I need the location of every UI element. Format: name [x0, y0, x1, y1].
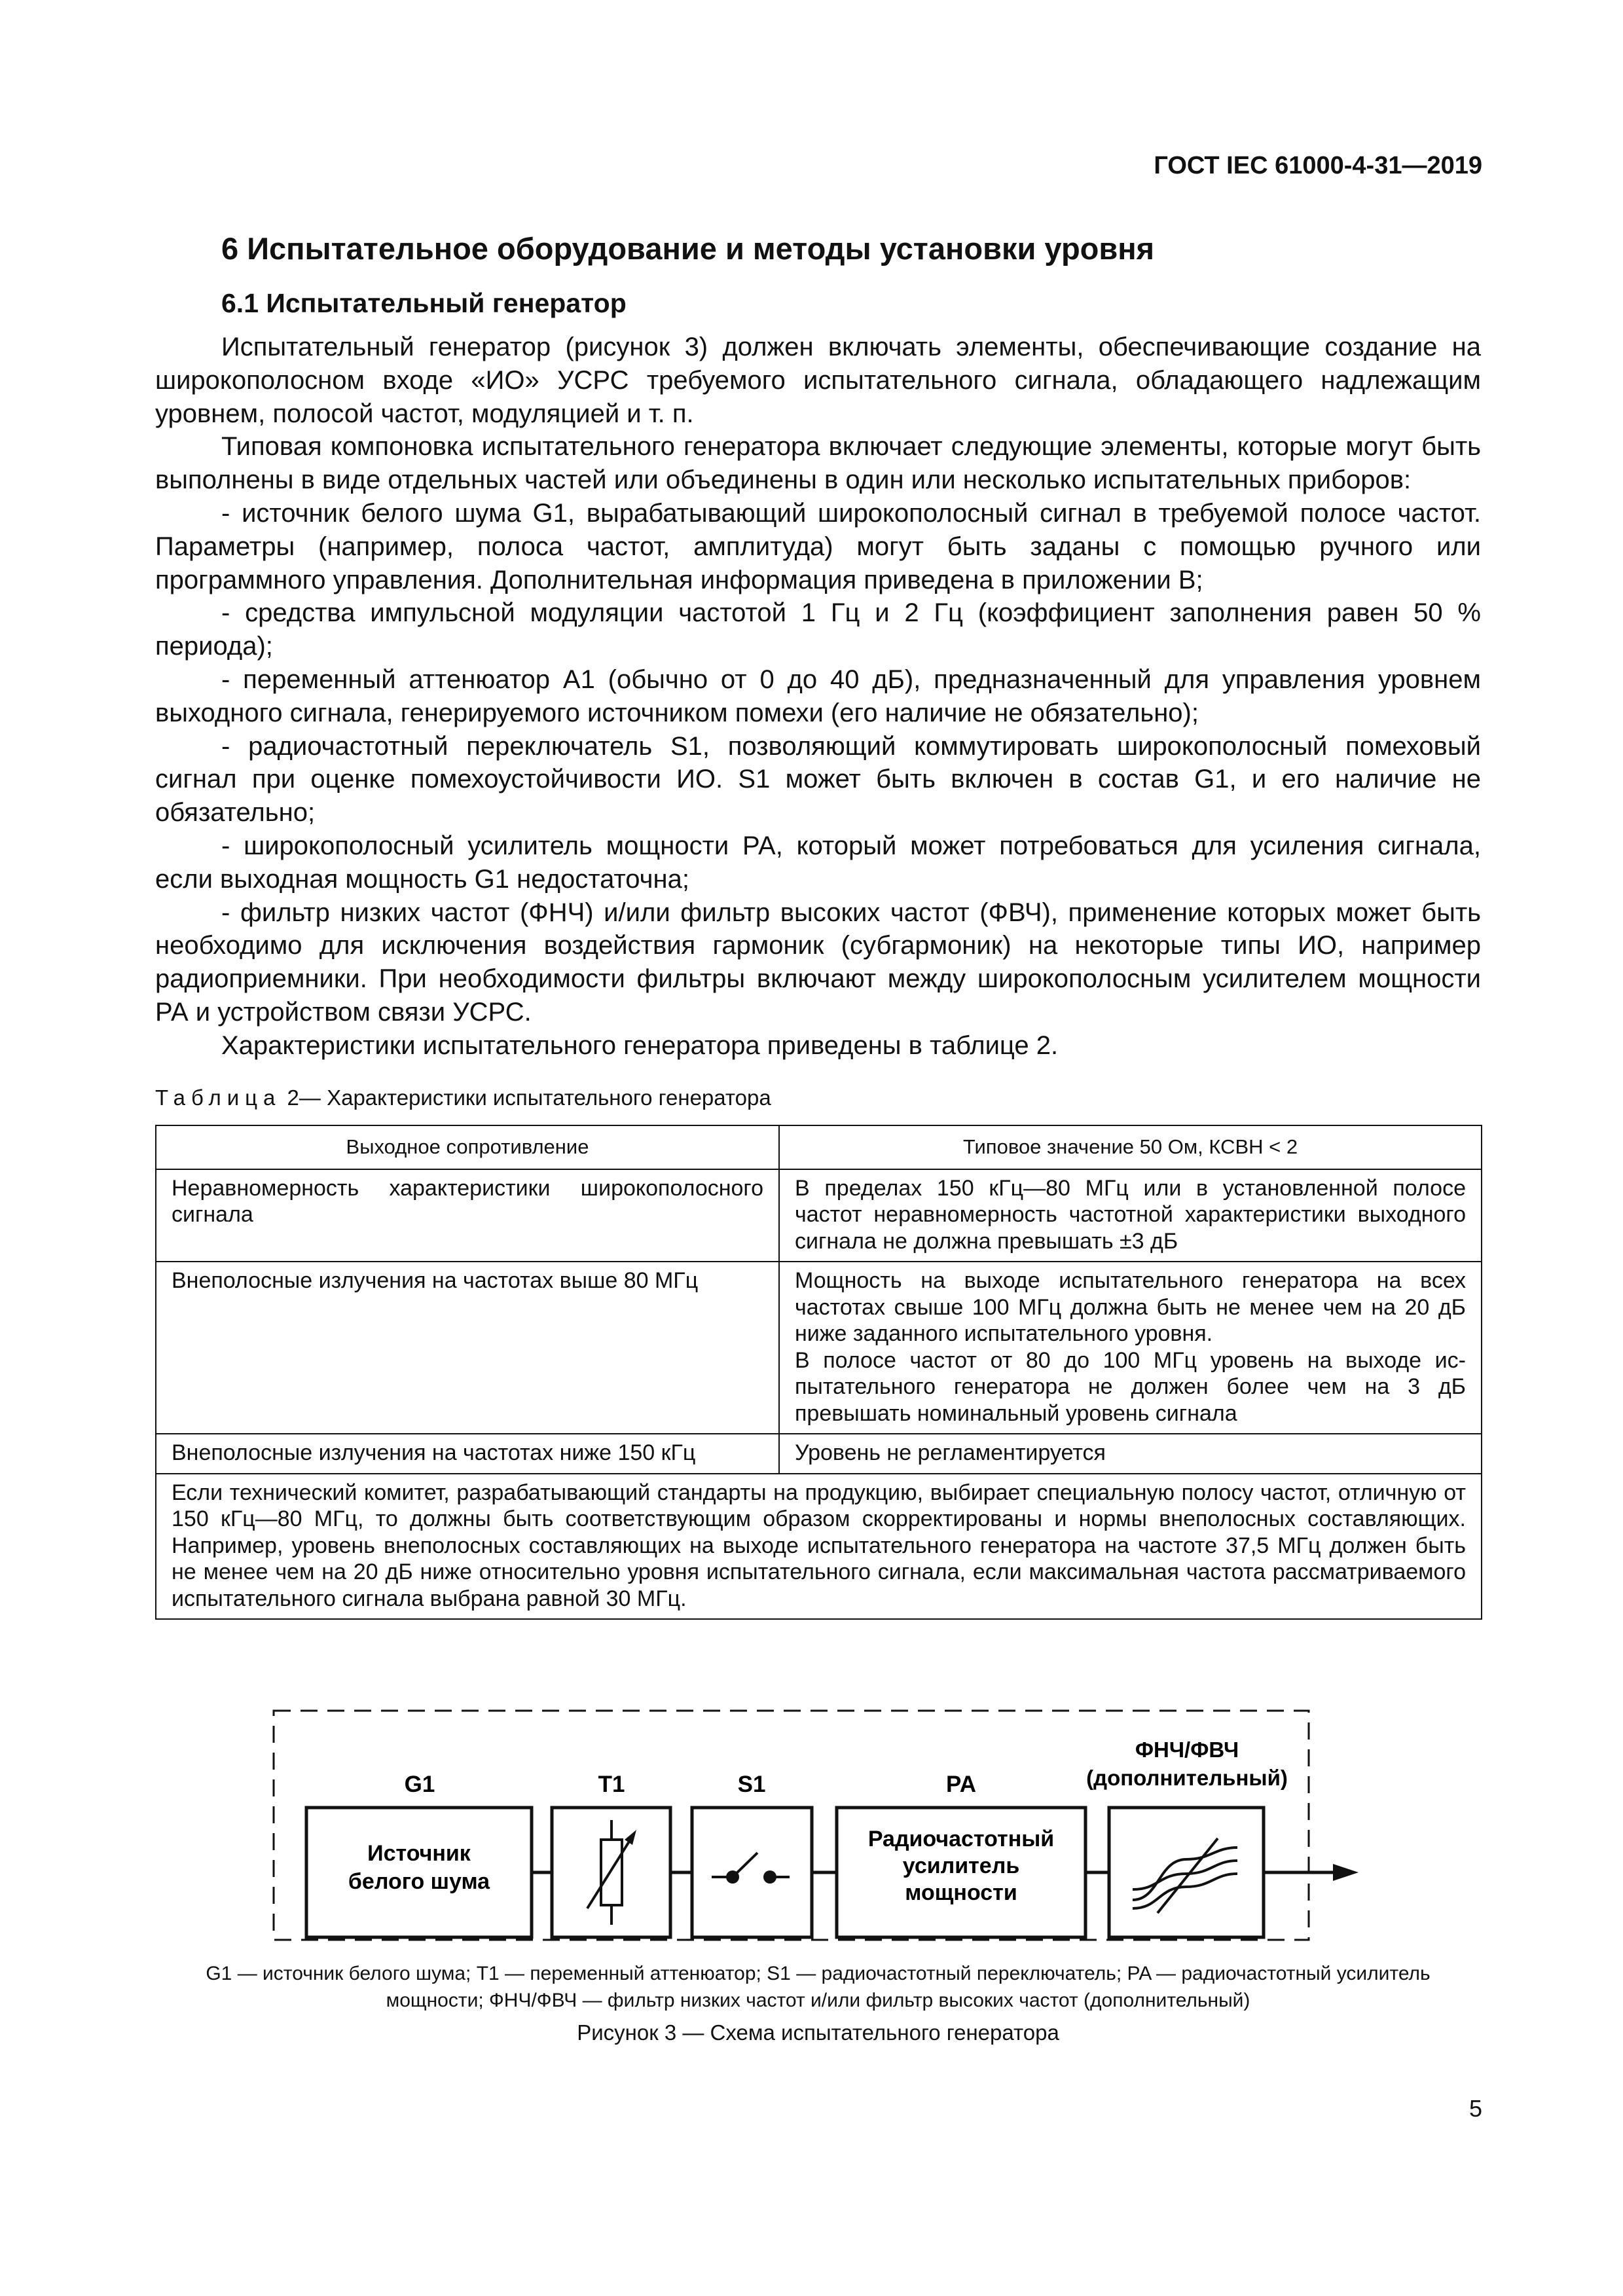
table-cell-param: Неравномерность характеристики широкополосного сигнала	[156, 1169, 779, 1262]
characteristics-table	[155, 1125, 1482, 1620]
filter-icon	[1133, 1838, 1237, 1913]
list-item: - радиочастотный переключатель S1, позволяющий коммутировать широкополосный помеховый сигнал при оценке помехоустойчивости ИО. S1 может быть включен в состав G1, и его наличие не обязательно;	[155, 731, 1481, 828]
filter-label-optional: (дополнительный)	[1086, 1766, 1288, 1790]
table-cell-param: Внеполосные излучения на частотах выше 80 МГц	[156, 1262, 779, 1434]
table-cell-value-part: В полосе частот от 80 до 100 МГц уровень на выходе испытательного генератора не должен более чем на 3 дБ превышать номинальный уровень сигнала	[795, 1347, 1466, 1426]
section-title: 6 Испытательное оборудование и методы установки уровня	[221, 231, 1155, 266]
variable-resistor-icon	[587, 1820, 636, 1925]
table-caption-label: Таблица	[155, 1085, 282, 1110]
table-header-cell: Выходное сопротивление	[156, 1125, 779, 1169]
pa-label: PA	[945, 1772, 977, 1797]
list-item: - источник белого шума G1, вырабатывающий широкополосный сигнал в требуемой полосе частот. Параметры (например, полоса частот, амплитуда) могут быть заданы с помощью ручного или программного управления. Дополнительная информация приведена в приложении В;	[155, 498, 1481, 594]
list-item: - широкополосный усилитель мощности РА, который может потребоваться для усиления сигнала, если выходная мощность G1 недостаточна;	[155, 831, 1481, 894]
table-cell-value: В пределах 150 кГц—80 МГц или в установленной полосе частот неравномерность частотной характеристики выходного сигнала не должна превышать ±3 дБ	[779, 1169, 1482, 1262]
s1-label: S1	[737, 1772, 766, 1797]
g1-block-text: белого шума	[348, 1869, 490, 1894]
table-cell-value-part: Мощность на выходе испытательного генератора на всех частотах свыше 100 МГц должна быть не менее чем на 20 дБ ниже заданного испытательного уровня.	[795, 1268, 1466, 1346]
paragraph: Испытательный генератор (рисунок 3) должен включать элементы, обеспечивающие создание на широкополосном входе «ИО» УСРС требуемого испытательного сигнала, обладающего надлежащим уровнем, полосой частот, модуляцией и т. п.	[155, 333, 1481, 428]
table-row	[156, 1434, 1482, 1474]
subsection-title: 6.1 Испытательный генератор	[221, 288, 627, 318]
table-header-cell: Типовое значение 50 Ом, КСВН < 2	[779, 1125, 1482, 1169]
table-note: Если технический комитет, разрабатывающий стандарты на продукцию, выбирает специальную полосу частот, отличную от 150 кГц—80 МГц, то должны быть соответствующим образом скорректированы и нормы внеполосных составляющих. Например, уровень внеполосных составляющих на выходе испытательного генератора на частоте 37,5 МГц должен быть не менее чем на 20 дБ ниже относительно уровня испытательного сигнала, если максимальная частота рассматриваемого испытательного сигнала выбрана равной 30 МГц.	[156, 1474, 1482, 1620]
table-cell-param: Внеполосные излучения на частотах ниже 150 кГц	[156, 1434, 779, 1474]
figure-title: Рисунок 3 — Схема испытательного генератора	[577, 2020, 1059, 2045]
paragraph: Типовая компоновка испытательного генератора включает следующие элементы, которые могут быть выполнены в виде отдельных частей или объединены в один или несколько испытательных приборов:	[155, 432, 1481, 495]
g1-block-text: Источник	[367, 1841, 471, 1866]
table-caption-text: 2— Характеристики испытательного генератора	[281, 1085, 771, 1110]
test-generator-diagram	[0, 1696, 1623, 1958]
g1-label: G1	[404, 1772, 435, 1797]
figure-legend: G1 — источник белого шума; T1 — переменный аттенюатор; S1 — радиочастотный переключатель; PA — радиочастотный усилитель мощности; ФНЧ/ФВЧ — фильтр низких частот и/или фильтр высоких частот (дополнительный)	[206, 1963, 1431, 2011]
list-item: - фильтр низких частот (ФНЧ) и/или фильтр высоких частот (ФВЧ), применение которых может быть необходимо для исключения воздействия гармоник (субгармоник) на некоторые типы ИО, например радиоприемники. При необходимости фильтры включают между широкополосным усилителем мощности РА и устройством связи УСРС.	[155, 898, 1481, 1027]
filter-label: ФНЧ/ФВЧ	[1135, 1738, 1239, 1762]
table-header-row	[156, 1125, 1482, 1169]
t1-label: T1	[598, 1772, 625, 1797]
rf-switch-icon	[712, 1853, 790, 1884]
arrow-right-icon	[1333, 1864, 1359, 1881]
list-item: - переменный аттенюатор А1 (обычно от 0 до 40 дБ), предназначенный для управления уровнем выходного сигнала, генерируемого источником помехи (его наличие не обязательно);	[155, 665, 1481, 727]
table-caption	[155, 1085, 771, 1110]
pa-block-text: мощности	[905, 1880, 1017, 1905]
pa-block-text: усилитель	[902, 1853, 1020, 1878]
table-cell-value: Уровень не регламентируется	[779, 1434, 1482, 1474]
table-note-row	[156, 1474, 1482, 1620]
paragraph: Характеристики испытательного генератора приведены в таблице 2.	[221, 1030, 1059, 1060]
list-item: - средства импульсной модуляции частотой 1 Гц и 2 Гц (коэффициент заполнения равен 50 % периода);	[155, 598, 1481, 661]
s1-block	[692, 1808, 812, 1937]
page-number: 5	[1468, 2095, 1482, 2122]
pa-block-text: Радиочастотный	[867, 1827, 1055, 1851]
body-text	[155, 331, 1481, 1063]
table-row	[156, 1169, 1482, 1262]
document-code-header: ГОСТ IEC 61000-4-31—2019	[1154, 152, 1482, 179]
table-row	[156, 1262, 1482, 1434]
table-cell-value	[779, 1262, 1482, 1434]
